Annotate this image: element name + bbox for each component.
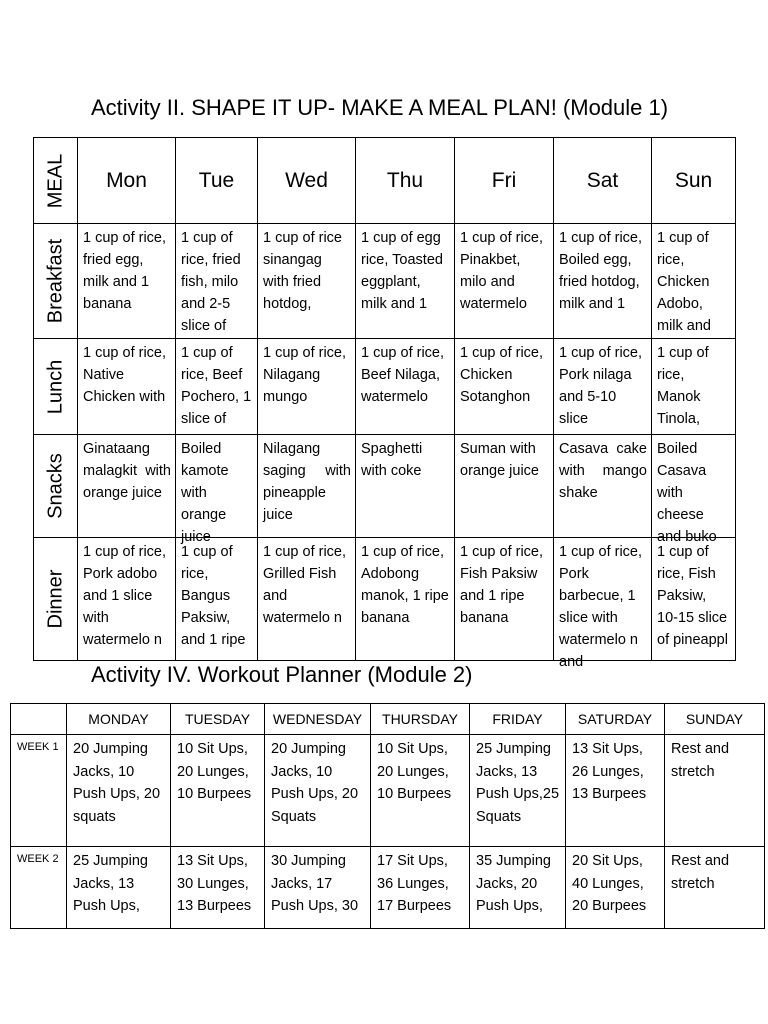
workout-cell: 35 Jumping Jacks, 20 Push Ups, xyxy=(476,853,551,914)
meal-cell: Boiled Casava with cheese and buko xyxy=(657,441,717,545)
meal-cell: 1 cup of rice, Beef Nilaga, watermelo xyxy=(361,345,445,405)
meal-cell: 1 cup of rice, Chicken Adobo, milk and xyxy=(657,230,711,334)
meal-cell: 1 cup of rice, Manok Tinola, xyxy=(657,345,709,427)
week-label: WEEK 2 xyxy=(11,847,67,929)
workout-cell: Rest and stretch xyxy=(671,853,730,892)
workout-cell: 20 Sit Ups, 40 Lunges, 20 Burpees xyxy=(572,853,647,914)
meal-cell: 1 cup of rice sinangag with fried hotdog, xyxy=(263,230,342,312)
meal-cell: 1 cup of rice, Pinakbet, milo and watermelo xyxy=(460,230,544,312)
meal-row-label: Snacks xyxy=(34,435,78,538)
day-header-fri: Fri xyxy=(455,138,554,224)
meal-row-label: Dinner xyxy=(34,538,78,661)
workout-day-header: SATURDAY xyxy=(566,704,665,735)
meal-cell: 1 cup of rice, Nilagang mungo xyxy=(263,345,347,405)
workout-day-header: TUESDAY xyxy=(171,704,265,735)
meal-cell: Boiled kamote with orange juice xyxy=(181,441,229,545)
meal-row-label: Breakfast xyxy=(34,224,78,339)
meal-cell: 1 cup of egg rice, Toasted eggplant, milk and 1 xyxy=(361,230,443,312)
meal-cell: Spaghetti with coke xyxy=(361,441,423,479)
week-label: WEEK 1 xyxy=(11,735,67,847)
workout-day-header: THURSDAY xyxy=(371,704,470,735)
meal-cell: 1 cup of rice, Chicken Sotanghon xyxy=(460,345,544,405)
meal-cell: 1 cup of rice, fried egg, milk and 1 banana xyxy=(83,230,167,312)
meal-row-dinner xyxy=(34,538,736,661)
meal-row-snacks xyxy=(34,435,736,538)
meal-cell: 1 cup of rice, Boiled egg, fried hotdog, milk and 1 xyxy=(559,230,643,312)
meal-plan-title: Activity II. SHAPE IT UP- MAKE A MEAL PLAN! (Module 1) xyxy=(91,95,669,120)
workout-cell: 17 Sit Ups, 36 Lunges, 17 Burpees xyxy=(377,853,452,914)
workout-cell: 10 Sit Ups, 20 Lunges, 10 Burpees xyxy=(377,741,452,802)
workout-planner-table xyxy=(10,703,764,929)
day-header-sat: Sat xyxy=(554,138,652,224)
meal-plan-table xyxy=(33,137,735,670)
meal-cell: 1 cup of rice, Native Chicken with xyxy=(83,345,167,405)
workout-row-week2 xyxy=(11,847,765,929)
meal-cell: Suman with orange juice xyxy=(460,441,539,479)
meal-cell: 1 cup of rice, Fish Paksiw, 10-15 slice of pineappl xyxy=(657,544,728,648)
meal-cell: Casava cake with mango shake xyxy=(559,441,647,501)
meal-row-lunch xyxy=(34,339,736,435)
workout-planner-title: Activity IV. Workout Planner (Module 2) xyxy=(91,662,473,687)
meal-cell: 1 cup of rice, Beef Pochero, 1 slice of xyxy=(181,345,252,427)
meal-row-breakfast xyxy=(34,224,736,339)
meal-row-label: Lunch xyxy=(34,339,78,435)
workout-cell: 25 Jumping Jacks, 13 Push Ups,25 Squats xyxy=(476,741,560,825)
day-header-mon: Mon xyxy=(78,138,176,224)
workout-cell: 13 Sit Ups, 30 Lunges, 13 Burpees xyxy=(177,853,252,914)
day-header-wed: Wed xyxy=(258,138,356,224)
meal-cell: 1 cup of rice, Pork barbecue, 1 slice with watermelo n and xyxy=(559,544,643,670)
workout-cell: Rest and stretch xyxy=(671,741,730,780)
meal-cell: 1 cup of rice, Fish Paksiw and 1 ripe banana xyxy=(460,544,544,626)
meal-corner-label: MEAL xyxy=(34,138,78,224)
workout-corner-cell xyxy=(11,704,67,735)
workout-cell: 30 Jumping Jacks, 17 Push Ups, 30 xyxy=(271,853,359,914)
workout-row-week1 xyxy=(11,735,765,847)
workout-cell: 20 Jumping Jacks, 10 Push Ups, 20 Squats xyxy=(271,741,359,825)
workout-cell: 13 Sit Ups, 26 Lunges, 13 Burpees xyxy=(572,741,647,802)
workout-day-header: SUNDAY xyxy=(665,704,765,735)
meal-cell: 1 cup of rice, Bangus Paksiw, and 1 ripe xyxy=(181,544,246,648)
meal-cell: 1 cup of rice, fried fish, milo and 2-5 slice of xyxy=(181,230,241,334)
meal-cell: 1 cup of rice, Grilled Fish and watermelo n xyxy=(263,544,347,626)
workout-cell: 20 Jumping Jacks, 10 Push Ups, 20 squats xyxy=(73,741,161,825)
workout-cell: 25 Jumping Jacks, 13 Push Ups, xyxy=(73,853,148,914)
meal-cell: 1 cup of rice, Pork adobo and 1 slice with watermelo n xyxy=(83,544,167,648)
meal-cell: Nilagang saging with pineapple juice xyxy=(263,441,351,523)
day-header-thu: Thu xyxy=(356,138,455,224)
workout-cell: 10 Sit Ups, 20 Lunges, 10 Burpees xyxy=(177,741,252,802)
meal-cell: 1 cup of rice, Pork nilaga and 5-10 slice xyxy=(559,345,643,427)
meal-cell: 1 cup of rice, Adobong manok, 1 ripe banana xyxy=(361,544,449,626)
day-header-tue: Tue xyxy=(176,138,258,224)
workout-day-header: FRIDAY xyxy=(470,704,566,735)
workout-day-header: WEDNESDAY xyxy=(265,704,371,735)
day-header-sun: Sun xyxy=(652,138,736,224)
meal-cell: Ginataang malagkit with orange juice xyxy=(83,441,171,501)
workout-day-header: MONDAY xyxy=(67,704,171,735)
